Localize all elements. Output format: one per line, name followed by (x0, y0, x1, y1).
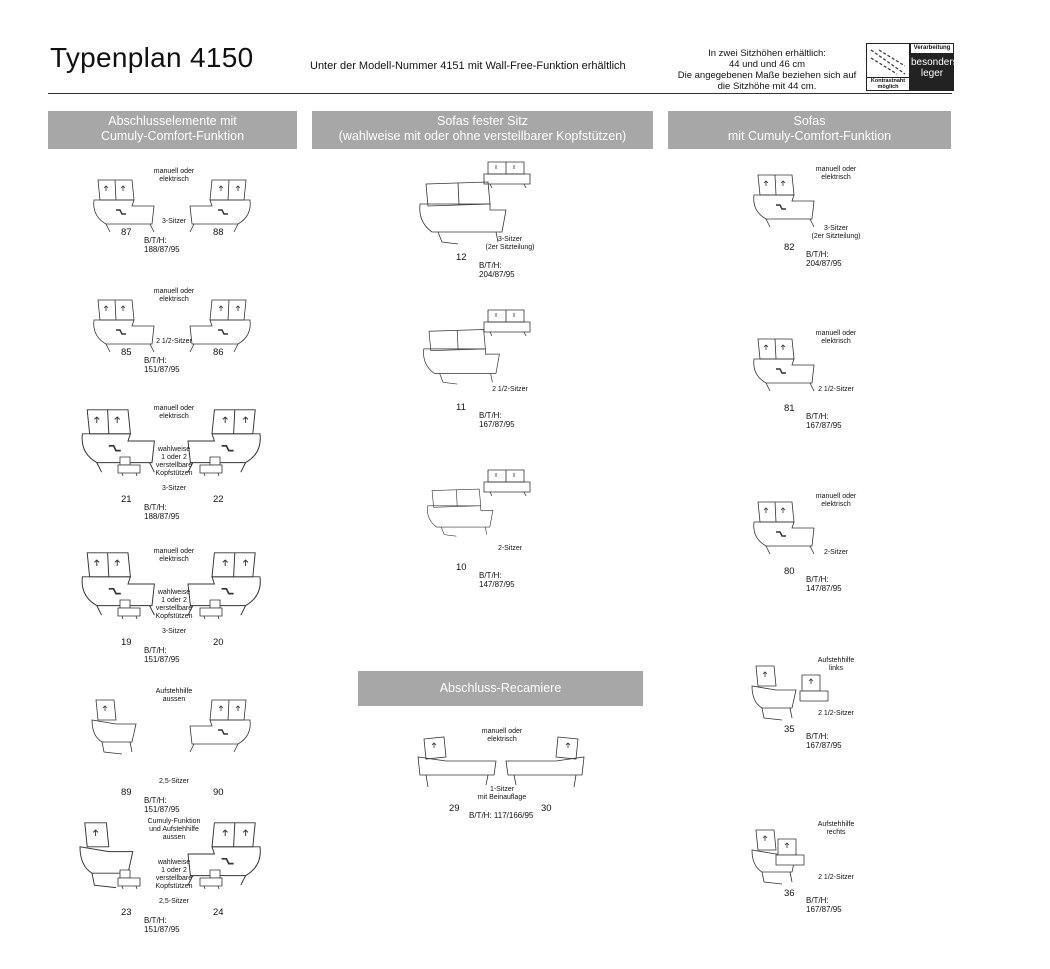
type-line: mit Beinauflage (477, 794, 527, 801)
type-line: 1-Sitzer (489, 786, 515, 793)
feature-note (804, 821, 868, 837)
heights-line: In zwei Sitzhöhen erhältlich: (708, 48, 826, 59)
model-number-left: 21 (121, 494, 132, 505)
sofa-type-label (804, 874, 868, 882)
dimensions: B/T/H: 147/87/95 (806, 575, 842, 593)
sofa-type-label (478, 386, 542, 394)
dimensions: B/T/H: 204/87/95 (479, 261, 515, 279)
note-line: elektrisch (821, 338, 851, 345)
model-number-right: 22 (213, 494, 224, 505)
note-line: manuell oder (481, 728, 523, 735)
note-line: elektrisch (821, 501, 851, 508)
model-number-left: 87 (121, 227, 132, 238)
sofa-type-label (804, 225, 868, 241)
feature-note (140, 548, 208, 564)
option-line: Kopfstützen (155, 470, 193, 477)
note-line: manuell oder (153, 548, 195, 555)
section-title-line: Abschluss-Recamiere (439, 681, 562, 695)
model-number-left: 89 (121, 787, 132, 798)
note-line: manuell oder (815, 493, 857, 500)
kontrastnaht-label: Kontrastnaht möglich (867, 77, 909, 90)
sofa-type-label: 3-Sitzer (161, 485, 187, 492)
type-line: 2 1/2-Sitzer (818, 874, 854, 881)
model-number-right: 24 (213, 907, 224, 918)
section-recamiere (358, 671, 643, 706)
note-line: manuell oder (153, 288, 195, 295)
model-number: 81 (784, 403, 795, 414)
model-number: 10 (456, 562, 467, 573)
note-line: manuell oder (153, 168, 195, 175)
section-title-line: Sofas (793, 114, 826, 128)
leger-line: leger (920, 68, 944, 79)
type-line: 2-Sitzer (823, 549, 849, 556)
option-line: verstellbare (155, 605, 193, 612)
note-line: aussen (162, 834, 186, 841)
dimensions: B/T/H: 151/87/95 (144, 916, 180, 934)
note-line: Aufstehhilfe (817, 657, 855, 664)
type-line: (2er Sitzteilung) (485, 244, 535, 251)
note-line: aussen (162, 696, 186, 703)
dimensions: B/T/H: 188/87/95 (144, 236, 180, 254)
note-line: elektrisch (159, 413, 189, 420)
dimensions: B/T/H: 151/87/95 (144, 646, 180, 664)
note-line: elektrisch (159, 176, 189, 183)
model-number: 35 (784, 724, 795, 735)
sofa-type-label (478, 545, 542, 553)
dimensions: B/T/H: 167/87/95 (806, 896, 842, 914)
seat-height-note (672, 48, 862, 92)
dimensions: B/T/H: 167/87/95 (806, 412, 842, 430)
sofa-type-label (804, 549, 868, 557)
model-number: 82 (784, 242, 795, 253)
note-line: elektrisch (159, 296, 189, 303)
headrest-option-note (140, 446, 208, 478)
note-line: rechts (826, 829, 846, 836)
section-sofas-fester-sitz (312, 111, 653, 149)
type-line: 3-Sitzer (497, 236, 523, 243)
feature-note (804, 657, 868, 673)
sofa-type-label (804, 710, 868, 718)
feature-note (140, 818, 208, 842)
dimensions: B/T/H: 167/87/95 (479, 411, 515, 429)
type-line: (2er Sitzteilung) (811, 233, 861, 240)
note-line: Cumuly-Funktion (147, 818, 201, 825)
model-number-right: 20 (213, 637, 224, 648)
option-line: wahlweise (157, 859, 191, 866)
model-number: 30 (541, 803, 552, 814)
recamiere-type (470, 786, 534, 802)
leger-badge (911, 54, 958, 90)
sofa-type-label (804, 386, 868, 394)
section-title-line: (wahlweise mit oder ohne verstellbarer Kopfstützen) (338, 129, 627, 143)
stitch-icon (867, 44, 909, 78)
feature-note (140, 405, 208, 421)
model-note: Unter der Modell-Nummer 4151 mit Wall-Free-Funktion erhältlich (310, 60, 626, 72)
headrest-option-note (140, 859, 208, 891)
sofa-type-label: 3-Sitzer (161, 218, 187, 225)
model-number-left: 23 (121, 907, 132, 918)
model-number-right: 86 (213, 347, 224, 358)
option-line: Kopfstützen (155, 883, 193, 890)
page-title: Typenplan 4150 (50, 42, 254, 73)
sofa-type-label: 3-Sitzer (161, 628, 187, 635)
dimensions: B/T/H: 117/166/95 (469, 811, 534, 820)
section-title-line: Cumuly-Comfort-Funktion (100, 129, 245, 143)
feature-note (804, 166, 868, 182)
model-number-left: 19 (121, 637, 132, 648)
heights-line: Die angegebenen Maße beziehen sich auf (677, 70, 857, 81)
type-line: 2 1/2-Sitzer (818, 386, 854, 393)
option-line: Kopfstützen (155, 613, 193, 620)
model-number: 36 (784, 888, 795, 899)
heights-line: die Sitzhöhe mit 44 cm. (717, 81, 817, 92)
note-line: manuell oder (153, 405, 195, 412)
feature-note (140, 168, 208, 184)
header-divider (48, 93, 952, 94)
heights-line: 44 und und 46 cm (728, 59, 806, 70)
dimensions: B/T/H: 151/87/95 (144, 356, 180, 374)
verarbeitung-label: Verarbeitung (911, 44, 953, 54)
feature-note (804, 493, 868, 509)
model-number: 11 (456, 402, 466, 413)
model-number: 29 (449, 803, 460, 814)
option-line: verstellbare (155, 875, 193, 882)
section-abschlusselemente (48, 111, 297, 149)
note-line: elektrisch (821, 174, 851, 181)
dimensions: B/T/H: 204/87/95 (806, 250, 842, 268)
dimensions: B/T/H: 147/87/95 (479, 571, 515, 589)
type-line: 3-Sitzer (823, 225, 849, 232)
model-number-left: 85 (121, 347, 132, 358)
type-line: 2 1/2-Sitzer (818, 710, 854, 717)
option-line: 1 oder 2 (161, 867, 187, 874)
model-number-right: 88 (213, 227, 224, 238)
note-line: manuell oder (815, 166, 857, 173)
feature-note (804, 330, 868, 346)
sofa-type-label (478, 236, 542, 252)
kontrastnaht-logo (866, 43, 910, 91)
option-line: 1 oder 2 (161, 454, 187, 461)
type-line: 2 1/2-Sitzer (492, 386, 528, 393)
sofa-type-label: 2,5-Sitzer (159, 778, 189, 785)
option-line: 1 oder 2 (161, 597, 187, 604)
headrest-option-note (140, 589, 208, 621)
note-line: und Aufstehhilfe (149, 826, 199, 833)
section-title-line: mit Cumuly-Comfort-Funktion (727, 129, 892, 143)
model-number: 80 (784, 566, 795, 577)
option-line: wahlweise (157, 589, 191, 596)
note-line: Aufstehhilfe (817, 821, 855, 828)
feature-note (140, 688, 208, 704)
section-sofas-cumuly (668, 111, 951, 149)
dimensions: B/T/H: 151/87/95 (144, 796, 180, 814)
section-title-line: Sofas fester Sitz (436, 114, 528, 128)
type-line: 2-Sitzer (497, 545, 523, 552)
option-line: verstellbare (155, 462, 193, 469)
note-line: elektrisch (487, 736, 517, 743)
model-number-right: 90 (213, 787, 224, 798)
option-line: wahlweise (157, 446, 191, 453)
section-title-line: Abschlusselemente mit (108, 114, 237, 128)
dimensions: B/T/H: 167/87/95 (806, 732, 842, 750)
note-line: Aufstehhilfe (155, 688, 193, 695)
recamiere-note (470, 728, 534, 744)
verarbeitung-logo (910, 43, 958, 91)
dimensions: B/T/H: 188/87/95 (144, 503, 180, 521)
note-line: elektrisch (159, 556, 189, 563)
sofa-type-label: 2 1/2-Sitzer (156, 338, 192, 345)
sofa-type-label: 2,5-Sitzer (159, 898, 189, 905)
leger-line: besonders (911, 57, 958, 68)
model-number: 12 (456, 252, 467, 263)
feature-note (140, 288, 208, 304)
note-line: manuell oder (815, 330, 857, 337)
note-line: links (828, 665, 843, 672)
